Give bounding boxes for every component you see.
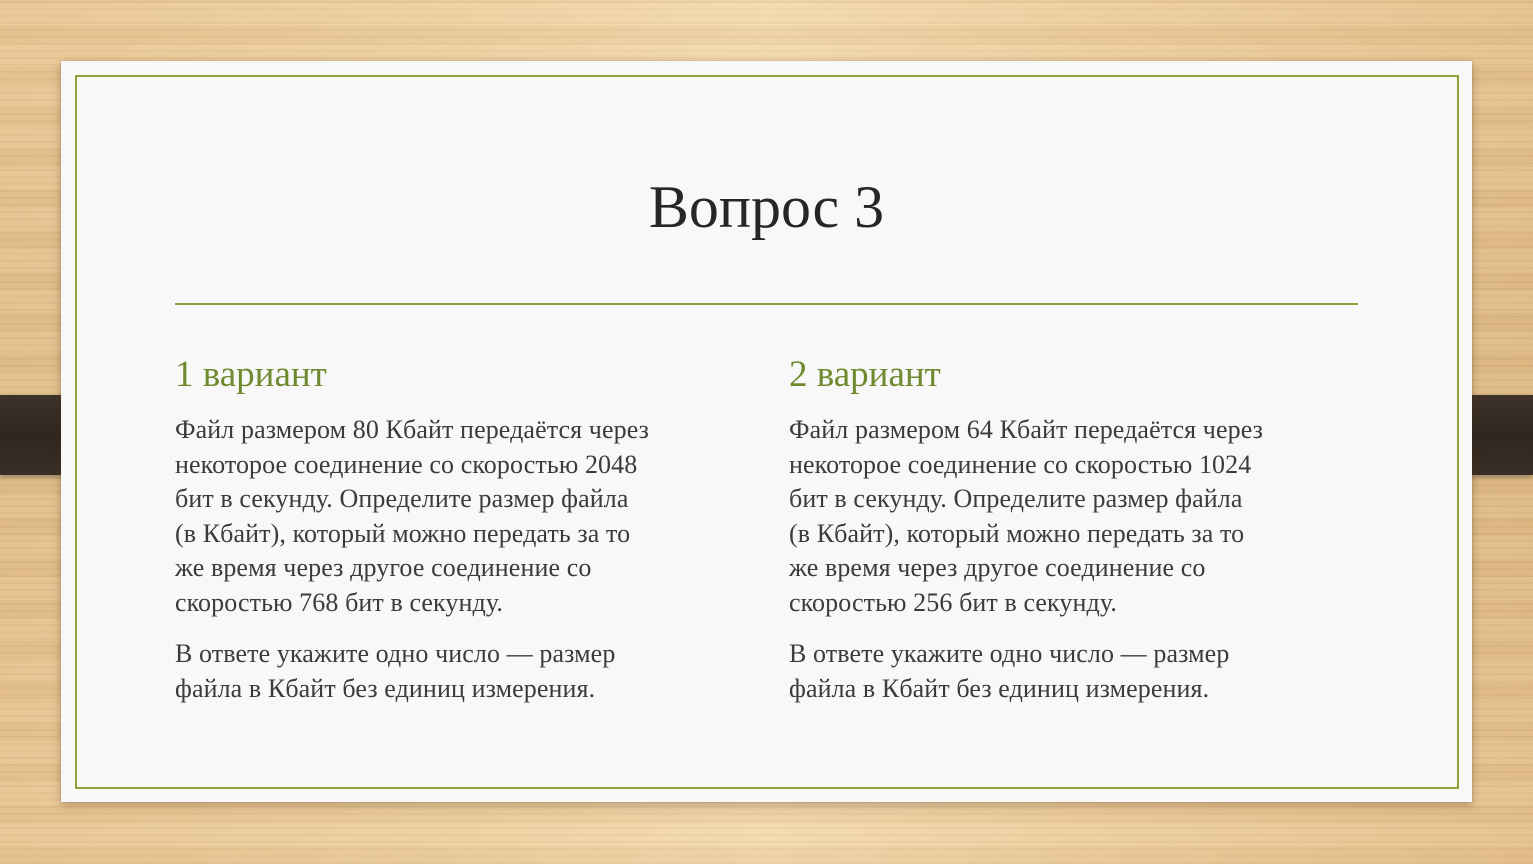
variant-2-answer-line: В ответе укажите одно число — размер [789, 639, 1230, 668]
variant-2-heading: 2 вариант [789, 354, 941, 395]
variant-2-column [789, 353, 1359, 706]
slide-card [61, 61, 1472, 802]
variant-2-question-line: бит в секунду. Определите размер файла [789, 484, 1243, 513]
variant-2-question-line: некоторое соединение со скоростью 1024 [789, 449, 1252, 479]
variant-1-answer-line: В ответе укажите одно число — размер [175, 639, 616, 668]
variant-1-question-line: некоторое соединение со скоростью 2048 [175, 449, 638, 479]
variant-1-question-line: же время через другое соединение со [175, 553, 592, 582]
variant-2-question-line: же время через другое соединение со [789, 553, 1206, 582]
variant-1-question-line: Файл размером 80 Кбайт передаётся через [175, 415, 650, 444]
variant-2-question-line: скоростью 256 бит в секунду. [789, 587, 1117, 617]
variant-1-answer-instructions [175, 637, 745, 706]
variant-1-question-line: бит в секунду. Определите размер файла [175, 484, 629, 513]
variant-2-question-line: (в Кбайт), который можно передать за то [789, 518, 1245, 548]
variant-1-question-line: скоростью 768 бит в секунду. [175, 587, 503, 617]
variant-2-answer-instructions [789, 637, 1359, 706]
variant-1-question [175, 413, 745, 620]
variant-1-column [175, 353, 745, 706]
variant-1-question-line: (в Кбайт), который можно передать за то [175, 518, 631, 548]
variant-2-question-line: Файл размером 64 Кбайт передаётся через [789, 415, 1264, 444]
variant-1-heading: 1 вариант [175, 354, 327, 395]
variant-2-answer-line: файла в Кбайт без единиц измерения. [789, 673, 1210, 703]
variant-2-question [789, 413, 1359, 620]
slide-title: Вопрос 3 [648, 174, 885, 240]
variant-1-answer-line: файла в Кбайт без единиц измерения. [175, 673, 596, 703]
title-divider [175, 303, 1358, 305]
